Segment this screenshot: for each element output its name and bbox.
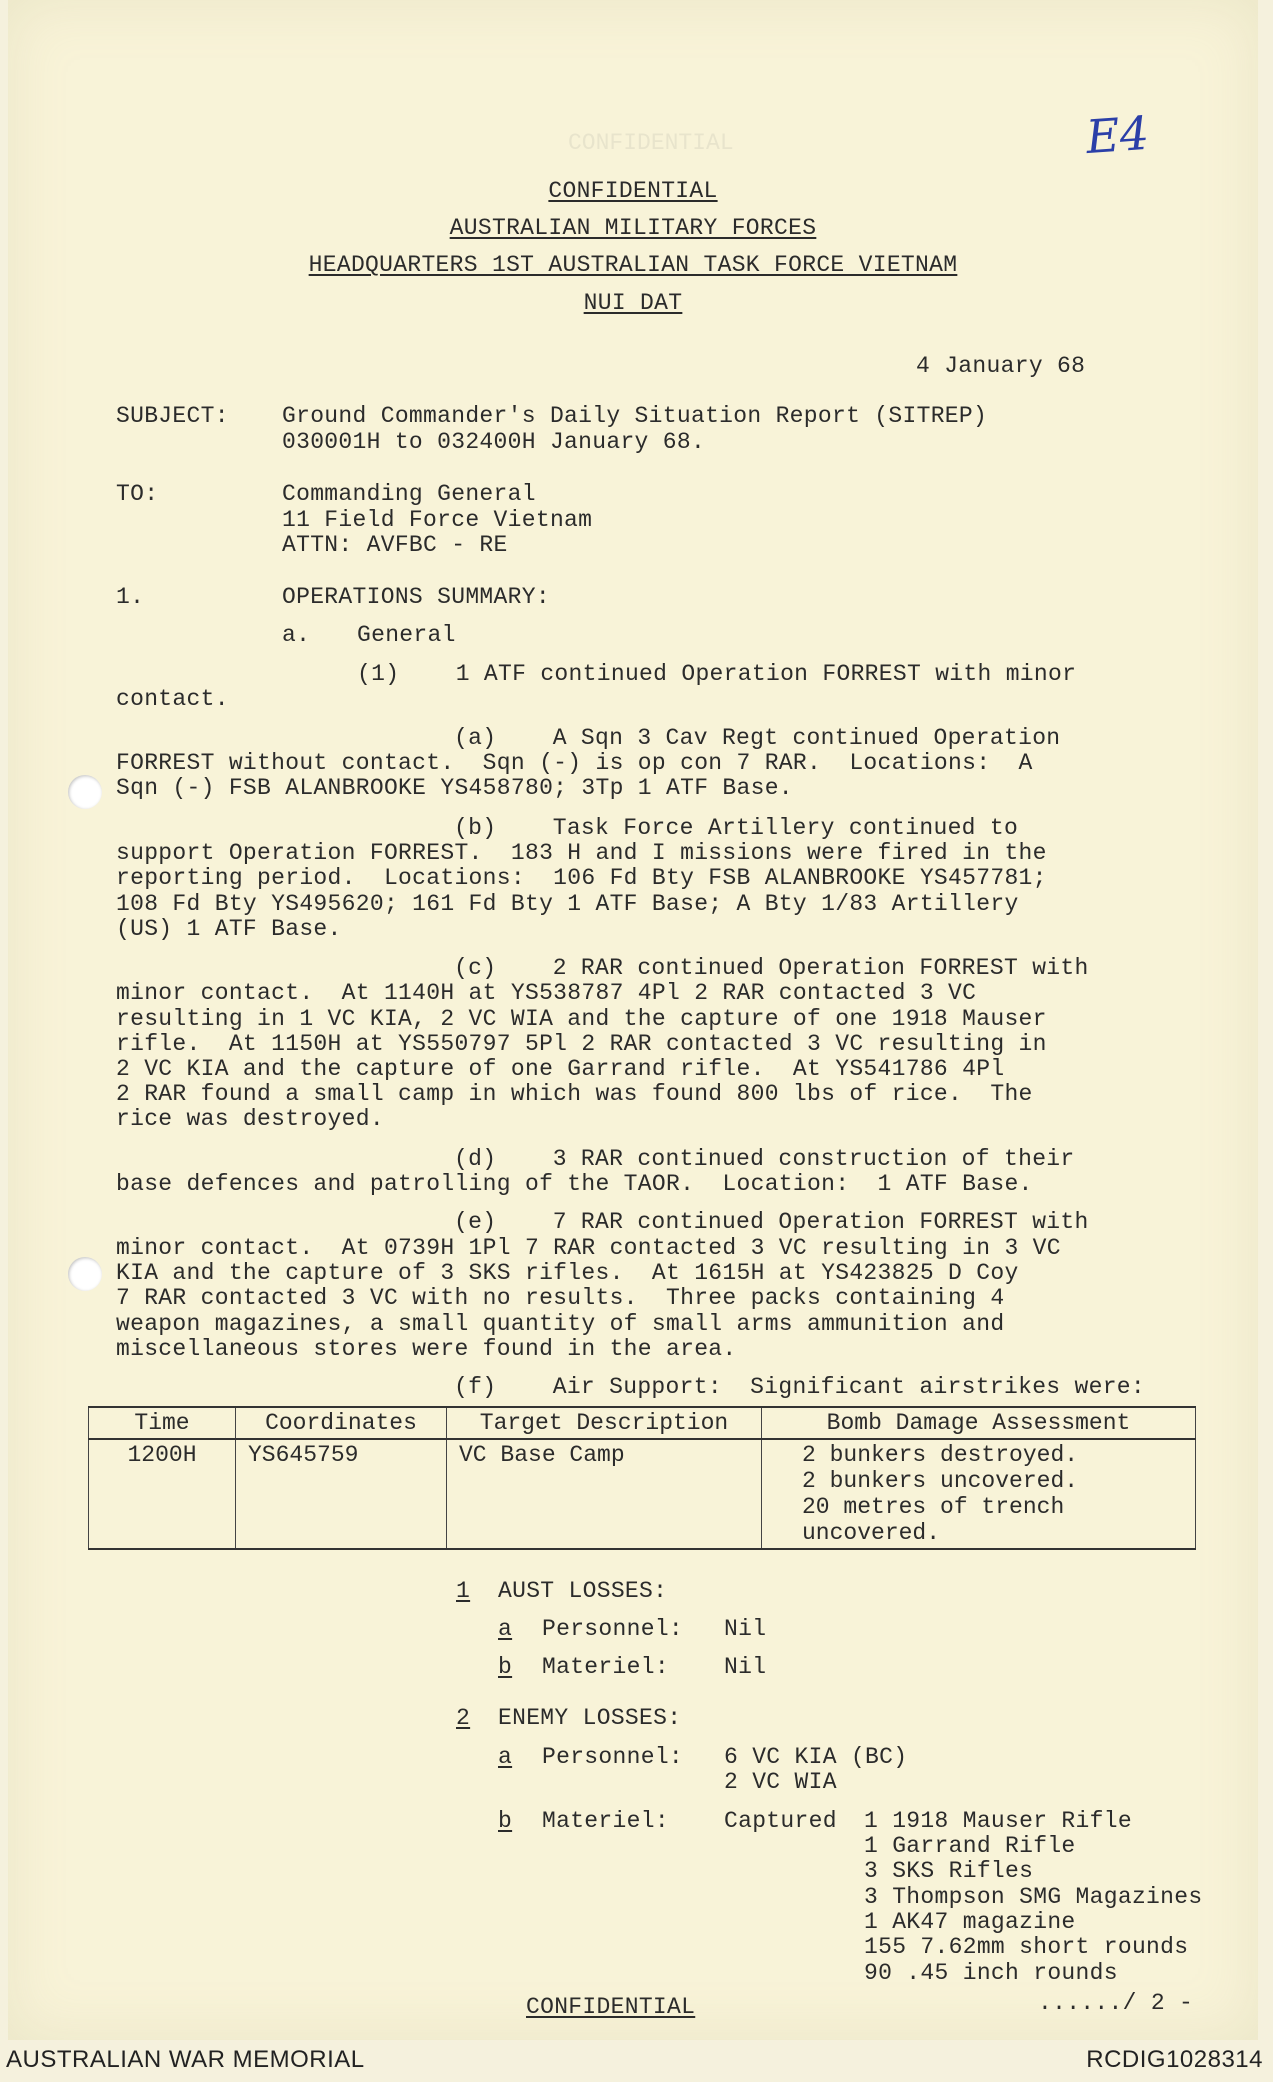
to-line-1: Commanding General [282, 481, 536, 507]
para-b-line: (b) Task Force Artillery continued to [454, 815, 1019, 841]
enemy-materiel-label: Materiel: [542, 1808, 669, 1834]
para-c-line: 2 VC KIA and the capture of one Garrand rifle. At YS541786 4Pl [116, 1056, 1005, 1082]
location-title: NUI DAT [583, 290, 683, 316]
captured-item: 1 AK47 magazine [864, 1909, 1076, 1935]
table-row [89, 1439, 1196, 1549]
aust-materiel-label: Materiel: [542, 1654, 669, 1680]
captured-item: 3 Thompson SMG Magazines [864, 1884, 1203, 1910]
para-a-line: Sqn (-) FSB ALANBROOKE YS458780; 3Tp 1 ATF Base. [116, 775, 793, 801]
classification-bottom: CONFIDENTIAL [526, 1994, 696, 2020]
table-header-cell: Time [89, 1407, 236, 1439]
table-header-cell: Target Description [447, 1407, 762, 1439]
classification-top: CONFIDENTIAL [548, 178, 718, 204]
handwritten-reference: E4 [1084, 105, 1151, 165]
para-c-line: resulting in 1 VC KIA, 2 VC WIA and the capture of one 1918 Mauser [116, 1006, 1047, 1032]
subsection-letter: a. [282, 622, 311, 648]
archive-credit: AUSTRALIAN WAR MEMORIAL [6, 2046, 365, 2073]
bda-cell [762, 1439, 1196, 1549]
archive-id: RCDIG1028314 [1086, 2046, 1263, 2073]
subsection-title: General [357, 622, 456, 648]
para-c-line: 2 RAR found a small camp in which was found 800 lbs of rice. The [116, 1081, 1033, 1107]
para-e-line: (e) 7 RAR continued Operation FORREST with [454, 1209, 1089, 1235]
punch-hole [68, 775, 102, 809]
hq-title: HEADQUARTERS 1ST AUSTRALIAN TASK FORCE VIETNAM [308, 252, 958, 278]
para-b-line: reporting period. Locations: 106 Fd Bty FSB ALANBROOKE YS457781; [116, 865, 1047, 891]
aust-personnel-value: Nil [724, 1616, 767, 1642]
coordinates-cell: YS645759 [236, 1439, 447, 1549]
para-1-line: (1) 1 ATF continued Operation FORREST with minor [357, 661, 1077, 687]
target-cell: VC Base Camp [447, 1439, 762, 1549]
para-1-line: contact. [116, 686, 229, 712]
para-a-line: (a) A Sqn 3 Cav Regt continued Operation [454, 725, 1061, 751]
document-date: 4 January 68 [916, 353, 1086, 379]
enemy-personnel-label: Personnel: [542, 1744, 684, 1770]
aust-losses-letter-a: a [498, 1616, 513, 1642]
enemy-losses-letter-a: a [498, 1744, 513, 1770]
section-title: OPERATIONS SUMMARY: [282, 584, 550, 610]
subject-line-1: Ground Commander's Daily Situation Report (SITREP) [282, 403, 988, 429]
aust-materiel-value: Nil [724, 1654, 767, 1680]
para-c-line: (c) 2 RAR continued Operation FORREST with [454, 955, 1089, 981]
enemy-losses-title: ENEMY LOSSES: [498, 1705, 682, 1731]
para-c-line: rice was destroyed. [116, 1106, 384, 1132]
enemy-losses-letter-b: b [498, 1808, 513, 1834]
captured-label: Captured [724, 1808, 837, 1834]
document-page [8, 0, 1258, 2040]
punch-hole [68, 1257, 102, 1291]
enemy-losses-number: 2 [456, 1705, 471, 1731]
para-f-line: (f) Air Support: Significant airstrikes were: [454, 1374, 1146, 1400]
enemy-personnel-line: 2 VC WIA [724, 1769, 837, 1795]
aust-losses-title: AUST LOSSES: [498, 1578, 668, 1604]
page-continuation: ....../ 2 - [1038, 1990, 1194, 2016]
bleed-through: CONFIDENTIAL [568, 130, 734, 156]
para-e-line: minor contact. At 0739H 1Pl 7 RAR contacted 3 VC resulting in 3 VC [116, 1235, 1061, 1261]
time-cell: 1200H [89, 1439, 236, 1549]
para-d-line: (d) 3 RAR continued construction of their [454, 1146, 1075, 1172]
table-header-cell: Coordinates [236, 1407, 447, 1439]
para-e-line: 7 RAR contacted 3 VC with no results. Three packs containing 4 [116, 1285, 1005, 1311]
bda-line: uncovered. [802, 1520, 941, 1546]
captured-item: 3 SKS Rifles [864, 1858, 1034, 1884]
subject-line-2: 030001H to 032400H January 68. [282, 429, 706, 455]
captured-item: 155 7.62mm short rounds [864, 1934, 1189, 1960]
para-e-line: miscellaneous stores were found in the area. [116, 1336, 737, 1362]
airstrike-table [88, 1406, 1196, 1550]
para-e-line: KIA and the capture of 3 SKS rifles. At 1615H at YS423825 D Coy [116, 1260, 1019, 1286]
to-label: TO: [116, 481, 159, 507]
para-c-line: rifle. At 1150H at YS550797 5Pl 2 RAR contacted 3 VC resulting in [116, 1031, 1047, 1057]
captured-item: 1 1918 Mauser Rifle [864, 1808, 1132, 1834]
bda-line: 2 bunkers uncovered. [802, 1468, 1079, 1494]
to-line-2: 11 Field Force Vietnam [282, 507, 593, 533]
para-b-line: support Operation FORREST. 183 H and I missions were fired in the [116, 840, 1047, 866]
para-b-line: (US) 1 ATF Base. [116, 916, 342, 942]
aust-losses-letter-b: b [498, 1654, 513, 1680]
table-header-cell: Bomb Damage Assessment [762, 1407, 1196, 1439]
subject-label: SUBJECT: [116, 403, 229, 429]
table-header-row [89, 1407, 1196, 1439]
aust-personnel-label: Personnel: [542, 1616, 684, 1642]
aust-losses-number: 1 [456, 1578, 471, 1604]
enemy-personnel-line: 6 VC KIA (BC) [724, 1744, 908, 1770]
para-c-line: minor contact. At 1140H at YS538787 4Pl 2 RAR contacted 3 VC [116, 980, 977, 1006]
bda-line: 20 metres of trench [802, 1494, 1065, 1520]
org-title: AUSTRALIAN MILITARY FORCES [449, 215, 817, 241]
para-e-line: weapon magazines, a small quantity of small arms ammunition and [116, 1311, 1005, 1337]
captured-item: 1 Garrand Rifle [864, 1833, 1076, 1859]
section-number: 1. [116, 584, 145, 610]
para-a-line: FORREST without contact. Sqn (-) is op con 7 RAR. Locations: A [116, 750, 1033, 776]
para-b-line: 108 Fd Bty YS495620; 161 Fd Bty 1 ATF Base; A Bty 1/83 Artillery [116, 891, 1019, 917]
bda-line: 2 bunkers destroyed. [802, 1442, 1079, 1468]
captured-item: 90 .45 inch rounds [864, 1960, 1118, 1986]
to-line-3: ATTN: AVFBC - RE [282, 532, 508, 558]
para-d-line: base defences and patrolling of the TAOR. Location: 1 ATF Base. [116, 1171, 1033, 1197]
